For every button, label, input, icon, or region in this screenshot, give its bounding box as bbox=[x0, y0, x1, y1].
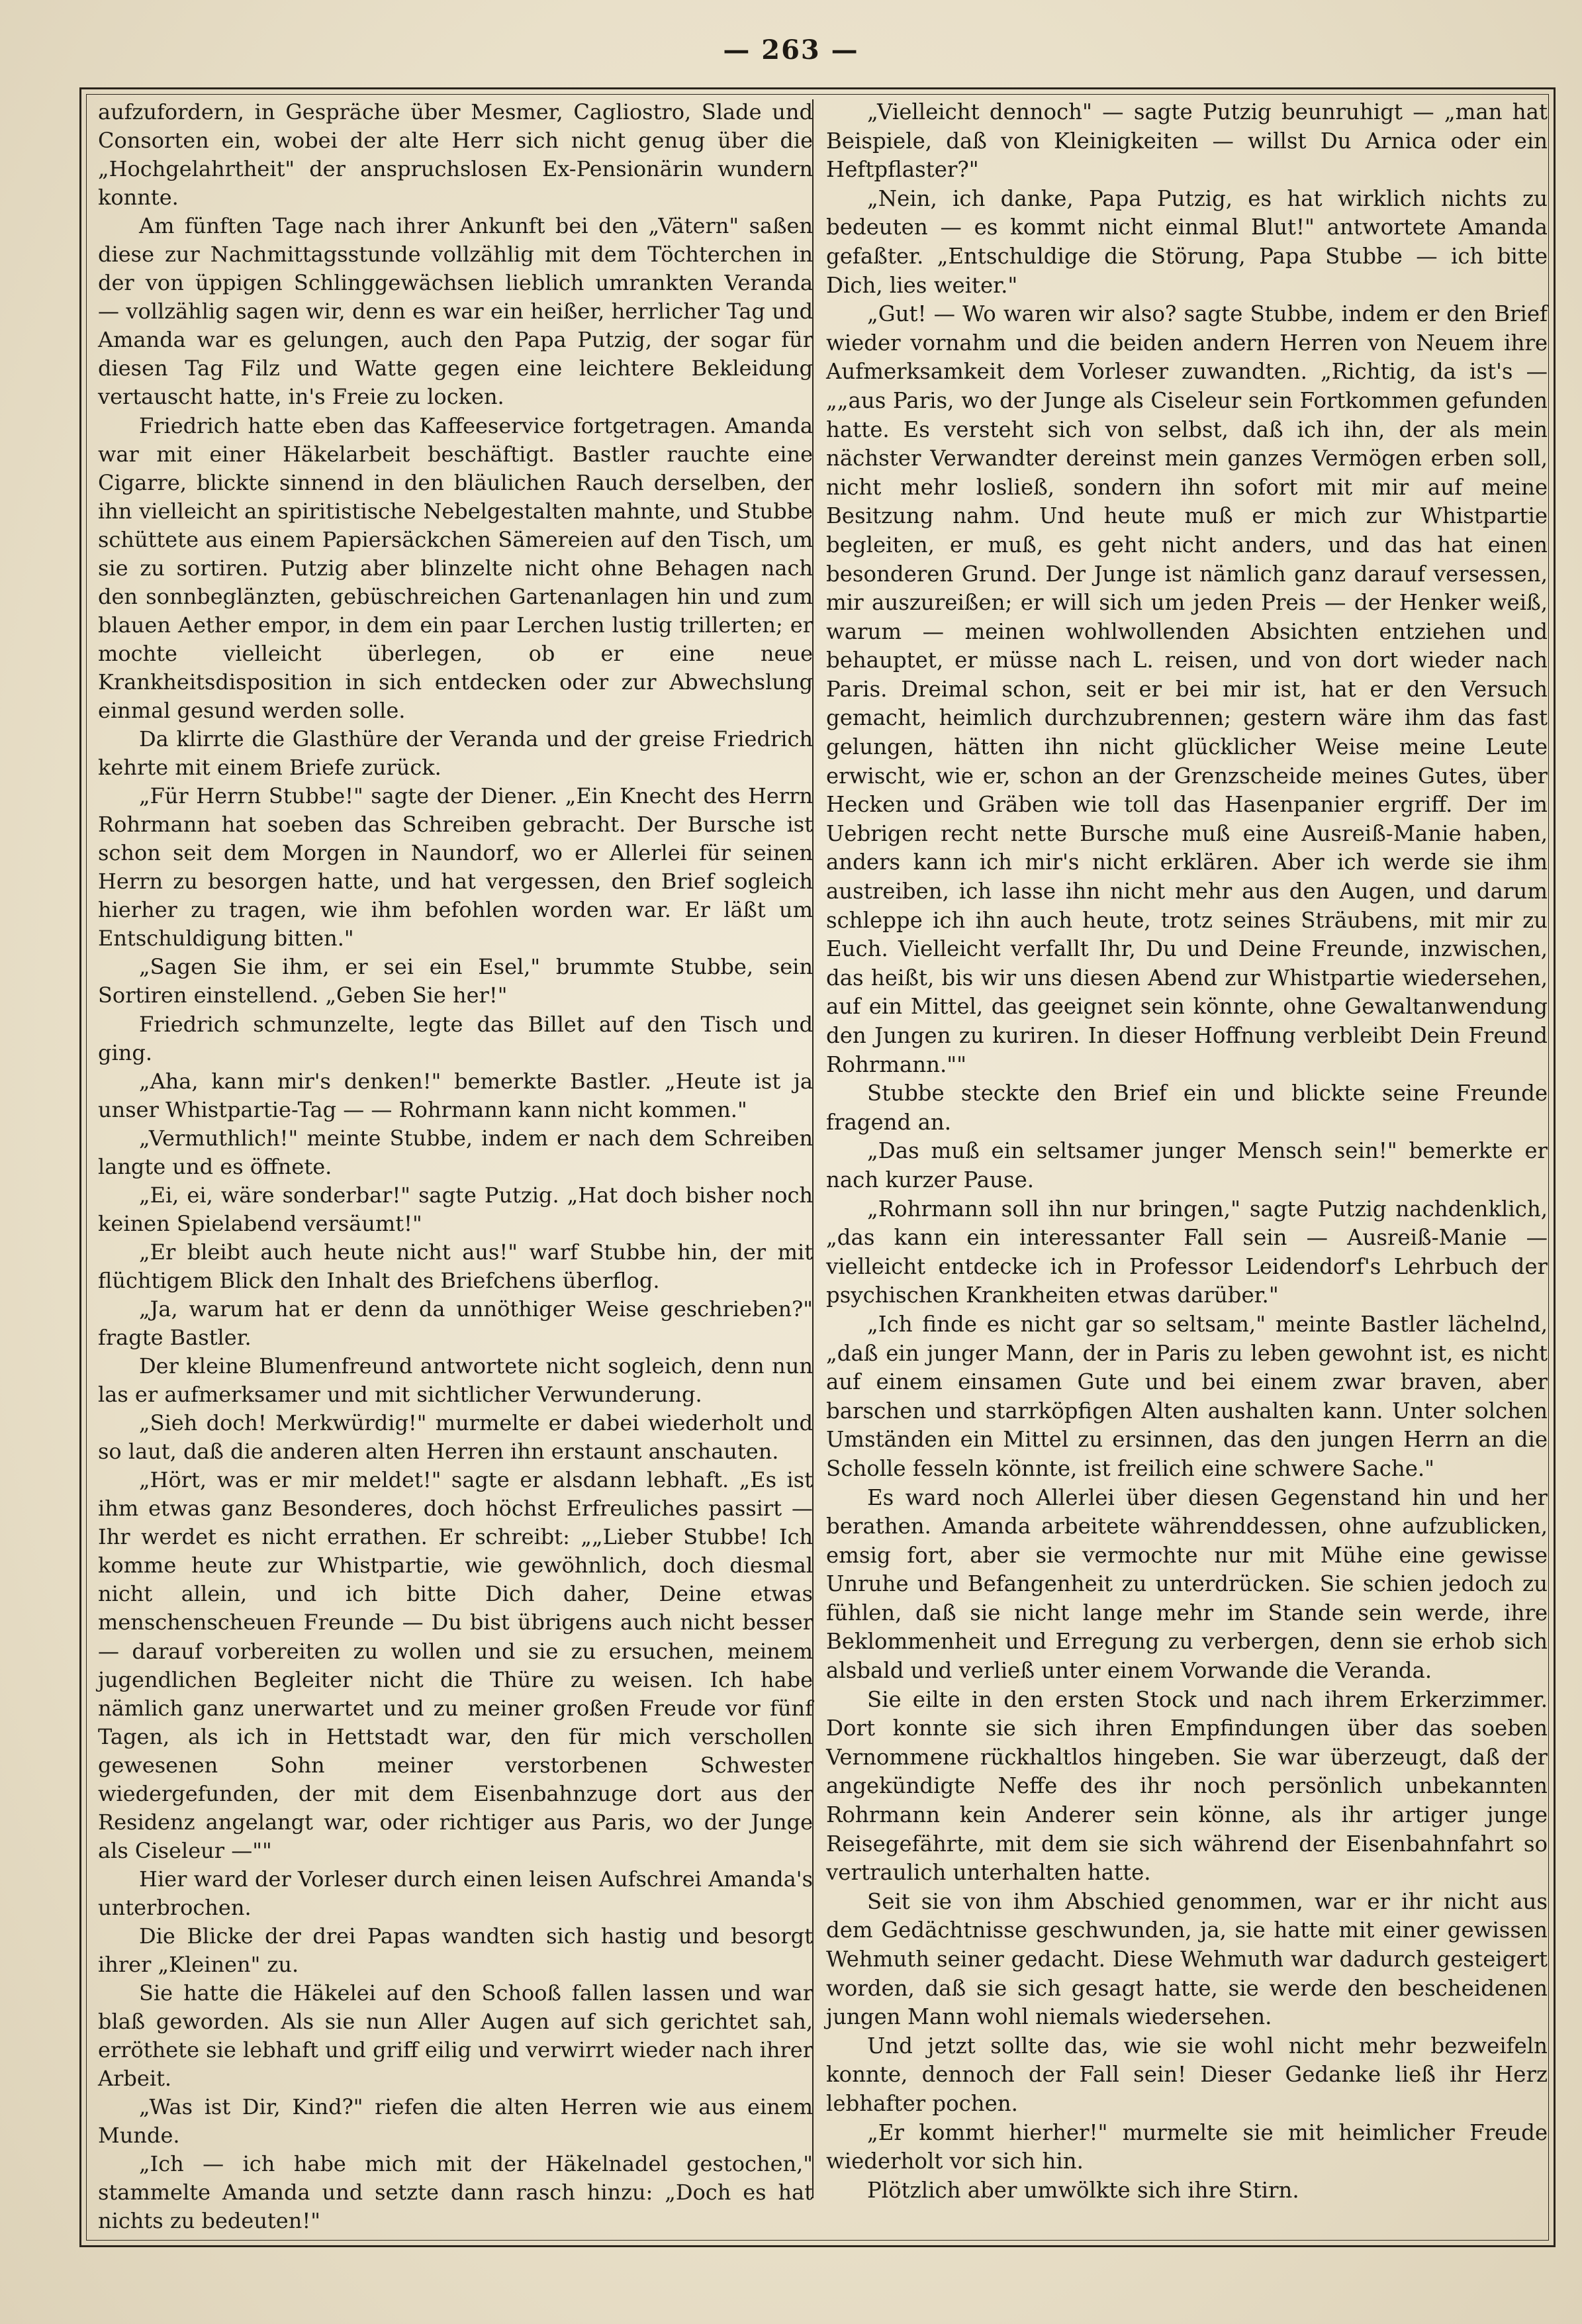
paragraph: Seit sie von ihm Abschied genommen, war er ihr nicht aus dem Gedächtnisse geschwunden, ja, sie hatte mit einer gewissen Wehmuth seiner gedacht. Diese Wehmuth war dadurch gesteigert worden, daß sie sich gesagt hatte, sie werde den bescheidenen jungen Mann wohl niemals wiedersehen. bbox=[826, 1888, 1548, 2030]
paragraph: „Ich finde es nicht gar so seltsam," meinte Bastler lächelnd, „daß ein junger Mann, der in Paris zu leben gewohnt ist, es nicht auf einem einsamen Gute und bei einem zwar braven, aber barschen und starrköpfigen Alten aushalten kann. Unter solchen Umständen ein Mittel zu ersinnen, das den jungen Herrn an die Scholle fesseln könnte, ist freilich eine schwere Sache." bbox=[826, 1311, 1548, 1481]
right-column bbox=[826, 98, 1548, 2205]
paragraph: Plötzlich aber umwölkte sich ihre Stirn. bbox=[867, 2177, 1299, 2203]
paragraph: Am fünften Tage nach ihrer Ankunft bei den „Vätern" saßen diese zur Nachmittagsstunde vollzählig mit dem Töchterchen in der von üppigen Schlinggewächsen lieblich umrankten Veranda — vollzählig sagen wir, denn es war ein heißer, herrlicher Tag und Amanda war es gelungen, auch den Papa Putzig, der sogar für diesen Tag Filz und Watte gegen eine leichtere Bekleidung vertauscht hatte, in's Freie zu locken. bbox=[98, 213, 813, 410]
paragraph: Die Blicke der drei Papas wandten sich hastig und besorgt ihrer „Kleinen" zu. bbox=[98, 1923, 813, 1978]
paragraph: „Rohrmann soll ihn nur bringen," sagte Putzig nachdenklich, „das kann ein interessanter Fall sein — Ausreiß-Manie — vielleicht entdecke ich in Professor Leidendorf's Lehrbuch der psychischen Krankheiten etwas darüber." bbox=[826, 1196, 1548, 1308]
paragraph: aufzufordern, in Gespräche über Mesmer, Cagliostro, Slade und Consorten ein, wobei der alte Herr sich nicht genug über die „Hochgelahrtheit" der anspruchslosen Ex-Pensionärin wundern konnte. bbox=[98, 99, 813, 211]
paragraph: „Für Herrn Stubbe!" sagte der Diener. „Ein Knecht des Herrn Rohrmann hat soeben das Schreiben gebracht. Der Bursche ist schon seit dem Morgen in Naundorf, wo er Allerlei für seinen Herrn zu besorgen hatte, und hat vergessen, den Brief sogleich hierher zu tragen, wie ihm befohlen worden war. Er läßt um Entschuldigung bitten." bbox=[98, 783, 813, 951]
paragraph: „Sieh doch! Merkwürdig!" murmelte er dabei wiederholt und so laut, daß die anderen alten Herren ihn erstaunt anschauten. bbox=[98, 1410, 813, 1465]
paragraph: Stubbe steckte den Brief ein und blickte seine Freunde fragend an. bbox=[826, 1081, 1548, 1135]
paragraph: „Aha, kann mir's denken!" bemerkte Bastler. „Heute ist ja unser Whistpartie-Tag — — Rohrmann kann nicht kommen." bbox=[98, 1068, 813, 1122]
paragraph: Sie hatte die Häkelei auf den Schooß fallen lassen und war blaß geworden. Als sie nun Aller Augen auf sich gerichtet sah, erröthete sie lebhaft und griff eilig und verwirrt wieder nach ihrer Arbeit. bbox=[98, 1980, 813, 2092]
paragraph: „Vermuthlich!" meinte Stubbe, indem er nach dem Schreiben langte und es öffnete. bbox=[98, 1125, 813, 1179]
paragraph: „Ei, ei, wäre sonderbar!" sagte Putzig. „Hat doch bisher noch keinen Spielabend versäumt!" bbox=[98, 1182, 813, 1236]
paragraph: „Ja, warum hat er denn da unnöthiger Weise geschrieben?" fragte Bastler. bbox=[98, 1296, 813, 1351]
paragraph: Sie eilte in den ersten Stock und nach ihrem Erkerzimmer. Dort konnte sie sich ihren Empfindungen über das soeben Vernommene rückhaltlos hingeben. Sie war überzeugt, daß der angekündigte Neffe des ihr noch persönlich unbekannten Rohrmann kein Anderer sein könne, als ihr artiger junge Reisegefährte, mit dem sie sich während der Eisenbahnfahrt so vertraulich unterhalten hatte. bbox=[826, 1686, 1548, 1886]
paragraph: Friedrich hatte eben das Kaffeeservice fortgetragen. Amanda war mit einer Häkelarbeit beschäftigt. Bastler rauchte eine Cigarre, blickte sinnend in den bläulichen Rauch derselben, der ihn vielleicht an spiritistische Nebelgestalten mahnte, und Stubbe schüttete aus einem Papiersäckchen Sämereien auf den Tisch, um sie zu sortiren. Putzig aber blinzelte nicht ohne Behagen nach den sonnbeglänzten, gebüschreichen Gartenanlagen hin und zum blauen Aether empor, in dem ein paar Lerchen lustig trillerten; er mochte vielleicht überlegen, ob er eine neue Krankheitsdisposition in sich entdecken oder zur Abwechslung einmal gesund werden solle. bbox=[98, 412, 813, 723]
paragraph: „Vielleicht dennoch" — sagte Putzig beunruhigt — „man hat Beispiele, daß von Kleinigkeiten — willst Du Arnica oder ein Heftpflaster?" bbox=[826, 99, 1548, 183]
paragraph: „Was ist Dir, Kind?" riefen die alten Herren wie aus einem Munde. bbox=[98, 2094, 813, 2149]
paragraph: „Hört, was er mir meldet!" sagte er alsdann lebhaft. „Es ist ihm etwas ganz Besonderes, doch höchst Erfreuliches passirt — Ihr werdet es nicht errathen. Er schreibt: „„Lieber Stubbe! Ich komme heute zur Whistpartie, wie gewöhnlich, doch diesmal nicht allein, und ich bitte Dich daher, Deine etwas menschenscheuen Freunde — Du bist übrigens auch nicht besser — darauf vorbereiten zu wollen und sie zu ersuchen, meinem jugendlichen Begleiter nicht die Thüre zu weisen. Ich habe nämlich ganz unerwartet und zu meiner großen Freude vor fünf Tagen, als ich in Hettstadt war, den für mich verschollen gewesenen Sohn meiner verstorbenen Schwester wiedergefunden, der mit dem Eisenbahnzuge dort aus der Residenz angelangt war, oder richtiger aus Paris, wo der Junge als Ciseleur —"" bbox=[98, 1467, 813, 1863]
paragraph: Da klirrte die Glasthüre der Veranda und der greise Friedrich kehrte mit einem Briefe zurück. bbox=[98, 726, 813, 781]
paragraph: „Er kommt hierher!" murmelte sie mit heimlicher Freude wiederholt vor sich hin. bbox=[826, 2119, 1548, 2174]
paragraph: „Nein, ich danke, Papa Putzig, es hat wirklich nichts zu bedeuten — es kommt nicht einmal Blut!" antwortete Amanda gefaßter. „Entschuldige die Störung, Papa Stubbe — ich bitte Dich, lies weiter." bbox=[826, 185, 1548, 298]
page-number: — 263 — bbox=[723, 34, 859, 66]
paragraph: „Ich — ich habe mich mit der Häkelnadel gestochen," stammelte Amanda und setzte dann rasch hinzu: „Doch es hat nichts zu bedeuten!" bbox=[98, 2151, 813, 2234]
paragraph: „Er bleibt auch heute nicht aus!" warf Stubbe hin, der mit flüchtigem Blick den Inhalt des Briefchens überflog. bbox=[98, 1239, 813, 1293]
paragraph: Friedrich schmunzelte, legte das Billet auf den Tisch und ging. bbox=[98, 1011, 813, 1065]
paragraph: Und jetzt sollte das, wie sie wohl nicht mehr bezweifeln konnte, dennoch der Fall sein! Dieser Gedanke ließ ihr Herz lebhafter pochen. bbox=[826, 2033, 1548, 2116]
paragraph: Hier ward der Vorleser durch einen leisen Aufschrei Amanda's unterbrochen. bbox=[98, 1866, 813, 1920]
paragraph: Der kleine Blumenfreund antwortete nicht sogleich, denn nun las er aufmerksamer und mit sichtlicher Verwunderung. bbox=[98, 1353, 813, 1408]
paragraph: „Das muß ein seltsamer junger Mensch sein!" bemerkte er nach kurzer Pause. bbox=[826, 1138, 1548, 1192]
paragraph: „Gut! — Wo waren wir also? sagte Stubbe, indem er den Brief wieder vornahm und die beiden andern Herren von Neuem ihre Aufmerksamkeit dem Vorleser zuwandten. „Richtig, da ist's — „„aus Paris, wo der Junge als Ciseleur sein Fortkommen gefunden hatte. Es versteht sich von selbst, daß ich ihn, der als mein nächster Verwandter dereinst mein ganzes Vermögen erben soll, nicht mehr losließ, sondern ihn sofort mit mir auf meine Besitzung nahm. Und heute muß er mich zur Whistpartie begleiten, er muß, es geht nicht anders, und das hat einen besonderen Grund. Der Junge ist nämlich ganz darauf versessen, mir auszureißen; er will sich um jeden Preis — der Henker weiß, warum — meinen wohlwollenden Absichten entziehen und behauptet, er müsse nach L. reisen, und von dort wieder nach Paris. Dreimal schon, seit er bei mir ist, hat er den Versuch gemacht, heimlich durchzubrennen; gestern wäre ihm das fast gelungen, hätten ihn nicht glücklicher Weise meine Leute erwischt, wie er, schon an der Grenzscheide meines Gutes, über Hecken und Gräben wie toll das Hasenpanier ergriff. Der im Uebrigen recht nette Bursche muß eine Ausreiß-Manie haben, anders kann ich mir's nicht erklären. Aber ich werde sie ihm austreiben, ich lasse ihn nicht mehr aus den Augen, und darum schleppe ich ihn auch heute, trotz seines Sträubens, mit mir zu Euch. Vielleicht verfallt Ihr, Du und Deine Freunde, inzwischen, das heißt, bis wir uns diesen Abend zur Whistpartie wiedersehen, auf ein Mittel, das geeignet sein könnte, ohne Gewaltanwendung den Jungen zu kuriren. In dieser Hoffnung verbleibt Dein Freund Rohrmann."" bbox=[826, 301, 1548, 1077]
left-column bbox=[98, 98, 813, 2236]
paragraph: „Sagen Sie ihm, er sei ein Esel," brummte Stubbe, sein Sortiren einstellend. „Geben Sie her!" bbox=[98, 954, 813, 1008]
paragraph: Es ward noch Allerlei über diesen Gegenstand hin und her berathen. Amanda arbeitete währenddessen, ohne aufzublicken, emsig fort, aber sie vermochte nur mit Mühe eine gewisse Unruhe und Befangenheit zu unterdrücken. Sie schien jedoch zu fühlen, daß sie nicht lange mehr im Stande sein werde, ihre Beklommenheit und Erregung zu verbergen, denn sie erhob sich alsbald und verließ unter einem Vorwande die Veranda. bbox=[826, 1484, 1548, 1684]
